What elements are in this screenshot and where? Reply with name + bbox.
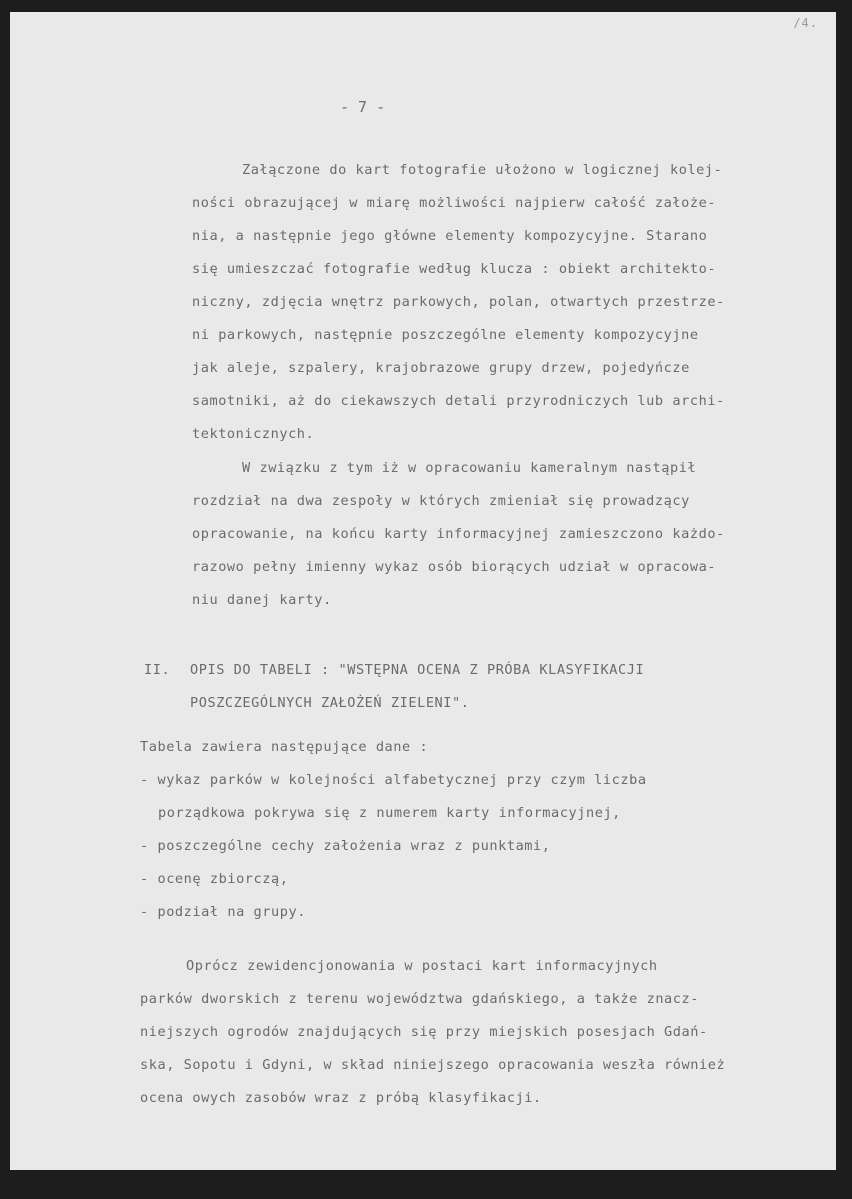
paragraph-2-line-2: rozdział na dwa zespoły w których zmieniał się prowadzący bbox=[192, 493, 690, 509]
paragraph-1-line-8: samotniki, aż do ciekawszych detali przyrodniczych lub archi- bbox=[192, 393, 725, 409]
paragraph-2-line-3: opracowanie, na końcu karty informacyjnej zamieszczono każdo- bbox=[192, 526, 725, 542]
paragraph-1-line-3: nia, a następnie jego główne elementy kompozycyjne. Starano bbox=[192, 228, 708, 244]
closing-paragraph-line-3: niejszych ogrodów znajdujących się przy miejskich posesjach Gdań- bbox=[140, 1024, 708, 1040]
section-heading-line-1: OPIS DO TABELI : "WSTĘPNA OCENA Z PRÓBA KLASYFIKACJI bbox=[190, 662, 645, 678]
closing-paragraph-line-4: ska, Sopotu i Gdyni, w skład niniejszego opracowania weszła również bbox=[140, 1057, 726, 1073]
table-description-intro: Tabela zawiera następujące dane : bbox=[140, 739, 429, 755]
corner-marks: /4. bbox=[793, 16, 818, 30]
paragraph-2-line-4: razowo pełny imienny wykaz osób biorących udział w opracowa- bbox=[192, 559, 717, 575]
table-description-item-1: - wykaz parków w kolejności alfabetycznej przy czym liczba bbox=[140, 772, 647, 788]
paragraph-2-line-1: W związku z tym iż w opracowaniu kameralnym nastąpił bbox=[242, 460, 697, 476]
closing-paragraph-line-1: Oprócz zewidencjonowania w postaci kart informacyjnych bbox=[186, 958, 658, 974]
closing-paragraph-line-2: parków dworskich z terenu województwa gdańskiego, a także znacz- bbox=[140, 991, 699, 1007]
closing-paragraph-line-5: ocena owych zasobów wraz z próbą klasyfikacji. bbox=[140, 1090, 542, 1106]
paragraph-1-line-5: niczny, zdjęcia wnętrz parkowych, polan, otwartych przestrze- bbox=[192, 294, 725, 310]
paragraph-2-line-5: niu danej karty. bbox=[192, 592, 332, 608]
paragraph-1-line-6: ni parkowych, następnie poszczególne elementy kompozycyjne bbox=[192, 327, 699, 343]
paragraph-1-line-1: Załączone do kart fotografie ułożono w logicznej kolej- bbox=[242, 162, 723, 178]
document-page bbox=[10, 12, 836, 1170]
section-heading-line-2: POSZCZEGÓLNYCH ZAŁOŻEŃ ZIELENI". bbox=[190, 695, 470, 711]
section-numeral: II. bbox=[144, 662, 171, 678]
table-description-item-2: - poszczególne cechy założenia wraz z punktami, bbox=[140, 838, 551, 854]
table-description-item-1-cont: porządkowa pokrywa się z numerem karty informacyjnej, bbox=[158, 805, 621, 821]
table-description-item-4: - podział na grupy. bbox=[140, 904, 306, 920]
paragraph-1-line-2: ności obrazującej w miarę możliwości najpierw całość założe- bbox=[192, 195, 717, 211]
paragraph-1-line-4: się umieszczać fotografie według klucza : obiekt architekto- bbox=[192, 261, 717, 277]
page-number: - 7 - bbox=[340, 98, 386, 116]
table-description-item-3: - ocenę zbiorczą, bbox=[140, 871, 289, 887]
paragraph-1-line-7: jak aleje, szpalery, krajobrazowe grupy drzew, pojedyńcze bbox=[192, 360, 690, 376]
paragraph-1-line-9: tektonicznych. bbox=[192, 426, 315, 442]
